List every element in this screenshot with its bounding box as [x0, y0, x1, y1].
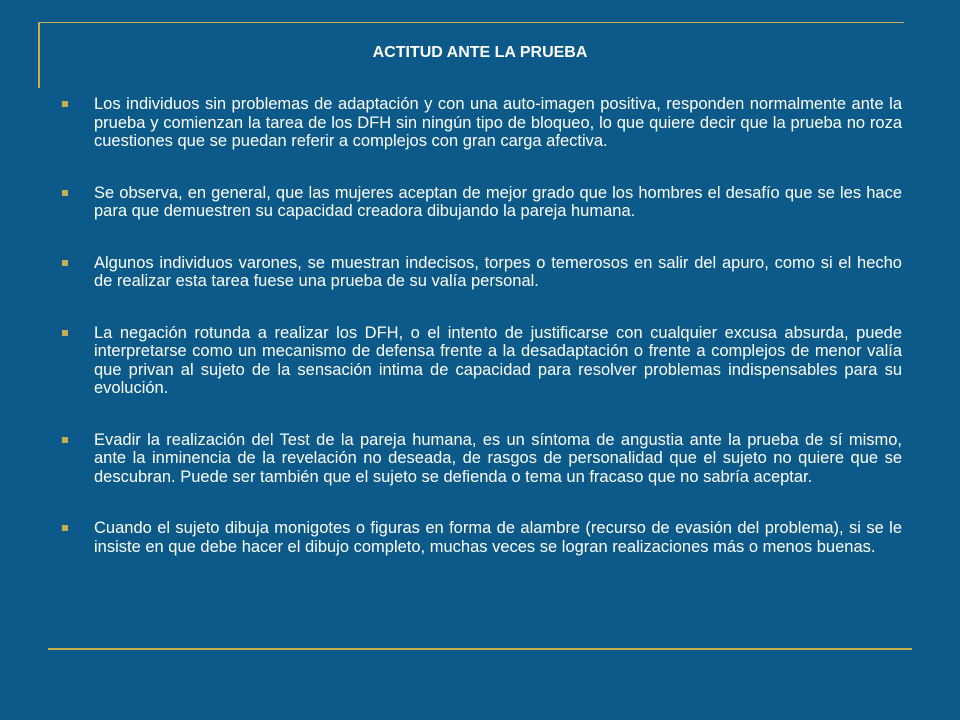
square-bullet-icon — [62, 260, 68, 266]
bullet-item — [60, 254, 902, 291]
frame-bottom-line — [48, 648, 912, 650]
square-bullet-icon — [62, 190, 68, 196]
bullet-item — [60, 95, 902, 151]
bullet-item — [60, 519, 902, 556]
bullet-item — [60, 431, 902, 487]
square-bullet-icon — [62, 330, 68, 336]
bullet-list — [60, 95, 902, 556]
bullet-text: Los individuos sin problemas de adaptación y con una auto-imagen positiva, responden normalmente ante la prueba y comienzan la tarea de los DFH sin ningún tipo de bloqueo, lo que quiere decir que la prueba no roza cuestiones que se puedan referir a complejos con gran carga afectiva. — [94, 95, 902, 150]
square-bullet-icon — [62, 101, 68, 107]
slide-title: ACTITUD ANTE LA PRUEBA — [372, 44, 588, 61]
square-bullet-icon — [62, 525, 68, 531]
bullet-text: Algunos individuos varones, se muestran indecisos, torpes o temerosos en salir del apuro, como si el hecho de realizar esta tarea fuese una prueba de su valía personal. — [94, 253, 902, 290]
bullet-text: La negación rotunda a realizar los DFH, o el intento de justificarse con cualquier excusa absurda, puede interpretarse como un mecanismo de defensa frente a la desadaptación o frente a complejos de menor valía que privan al sujeto de la sensación intima de capacidad para resolver problemas indispensables para su evolución. — [94, 323, 902, 397]
bullet-item — [60, 324, 902, 398]
square-bullet-icon — [62, 437, 68, 443]
bullet-text: Evadir la realización del Test de la pareja humana, es un síntoma de angustia ante la prueba de sí mismo, ante la inminencia de la revelación no deseada, de rasgos de personalidad que el sujeto no quiere que se descubran. Puede ser también que el sujeto se defienda o tema un fracaso que no sabría aceptar. — [94, 430, 902, 486]
frame-top-line — [38, 22, 904, 23]
bullet-item — [60, 184, 902, 221]
bullet-text: Se observa, en general, que las mujeres aceptan de mejor grado que los hombres el desafío que se les hace para que demuestren su capacidad creadora dibujando la pareja humana. — [94, 183, 902, 220]
bullet-text: Cuando el sujeto dibuja monigotes o figuras en forma de alambre (recurso de evasión del problema), si se le insiste en que debe hacer el dibujo completo, muchas veces se logran realizaciones más o menos buenas. — [94, 519, 902, 556]
